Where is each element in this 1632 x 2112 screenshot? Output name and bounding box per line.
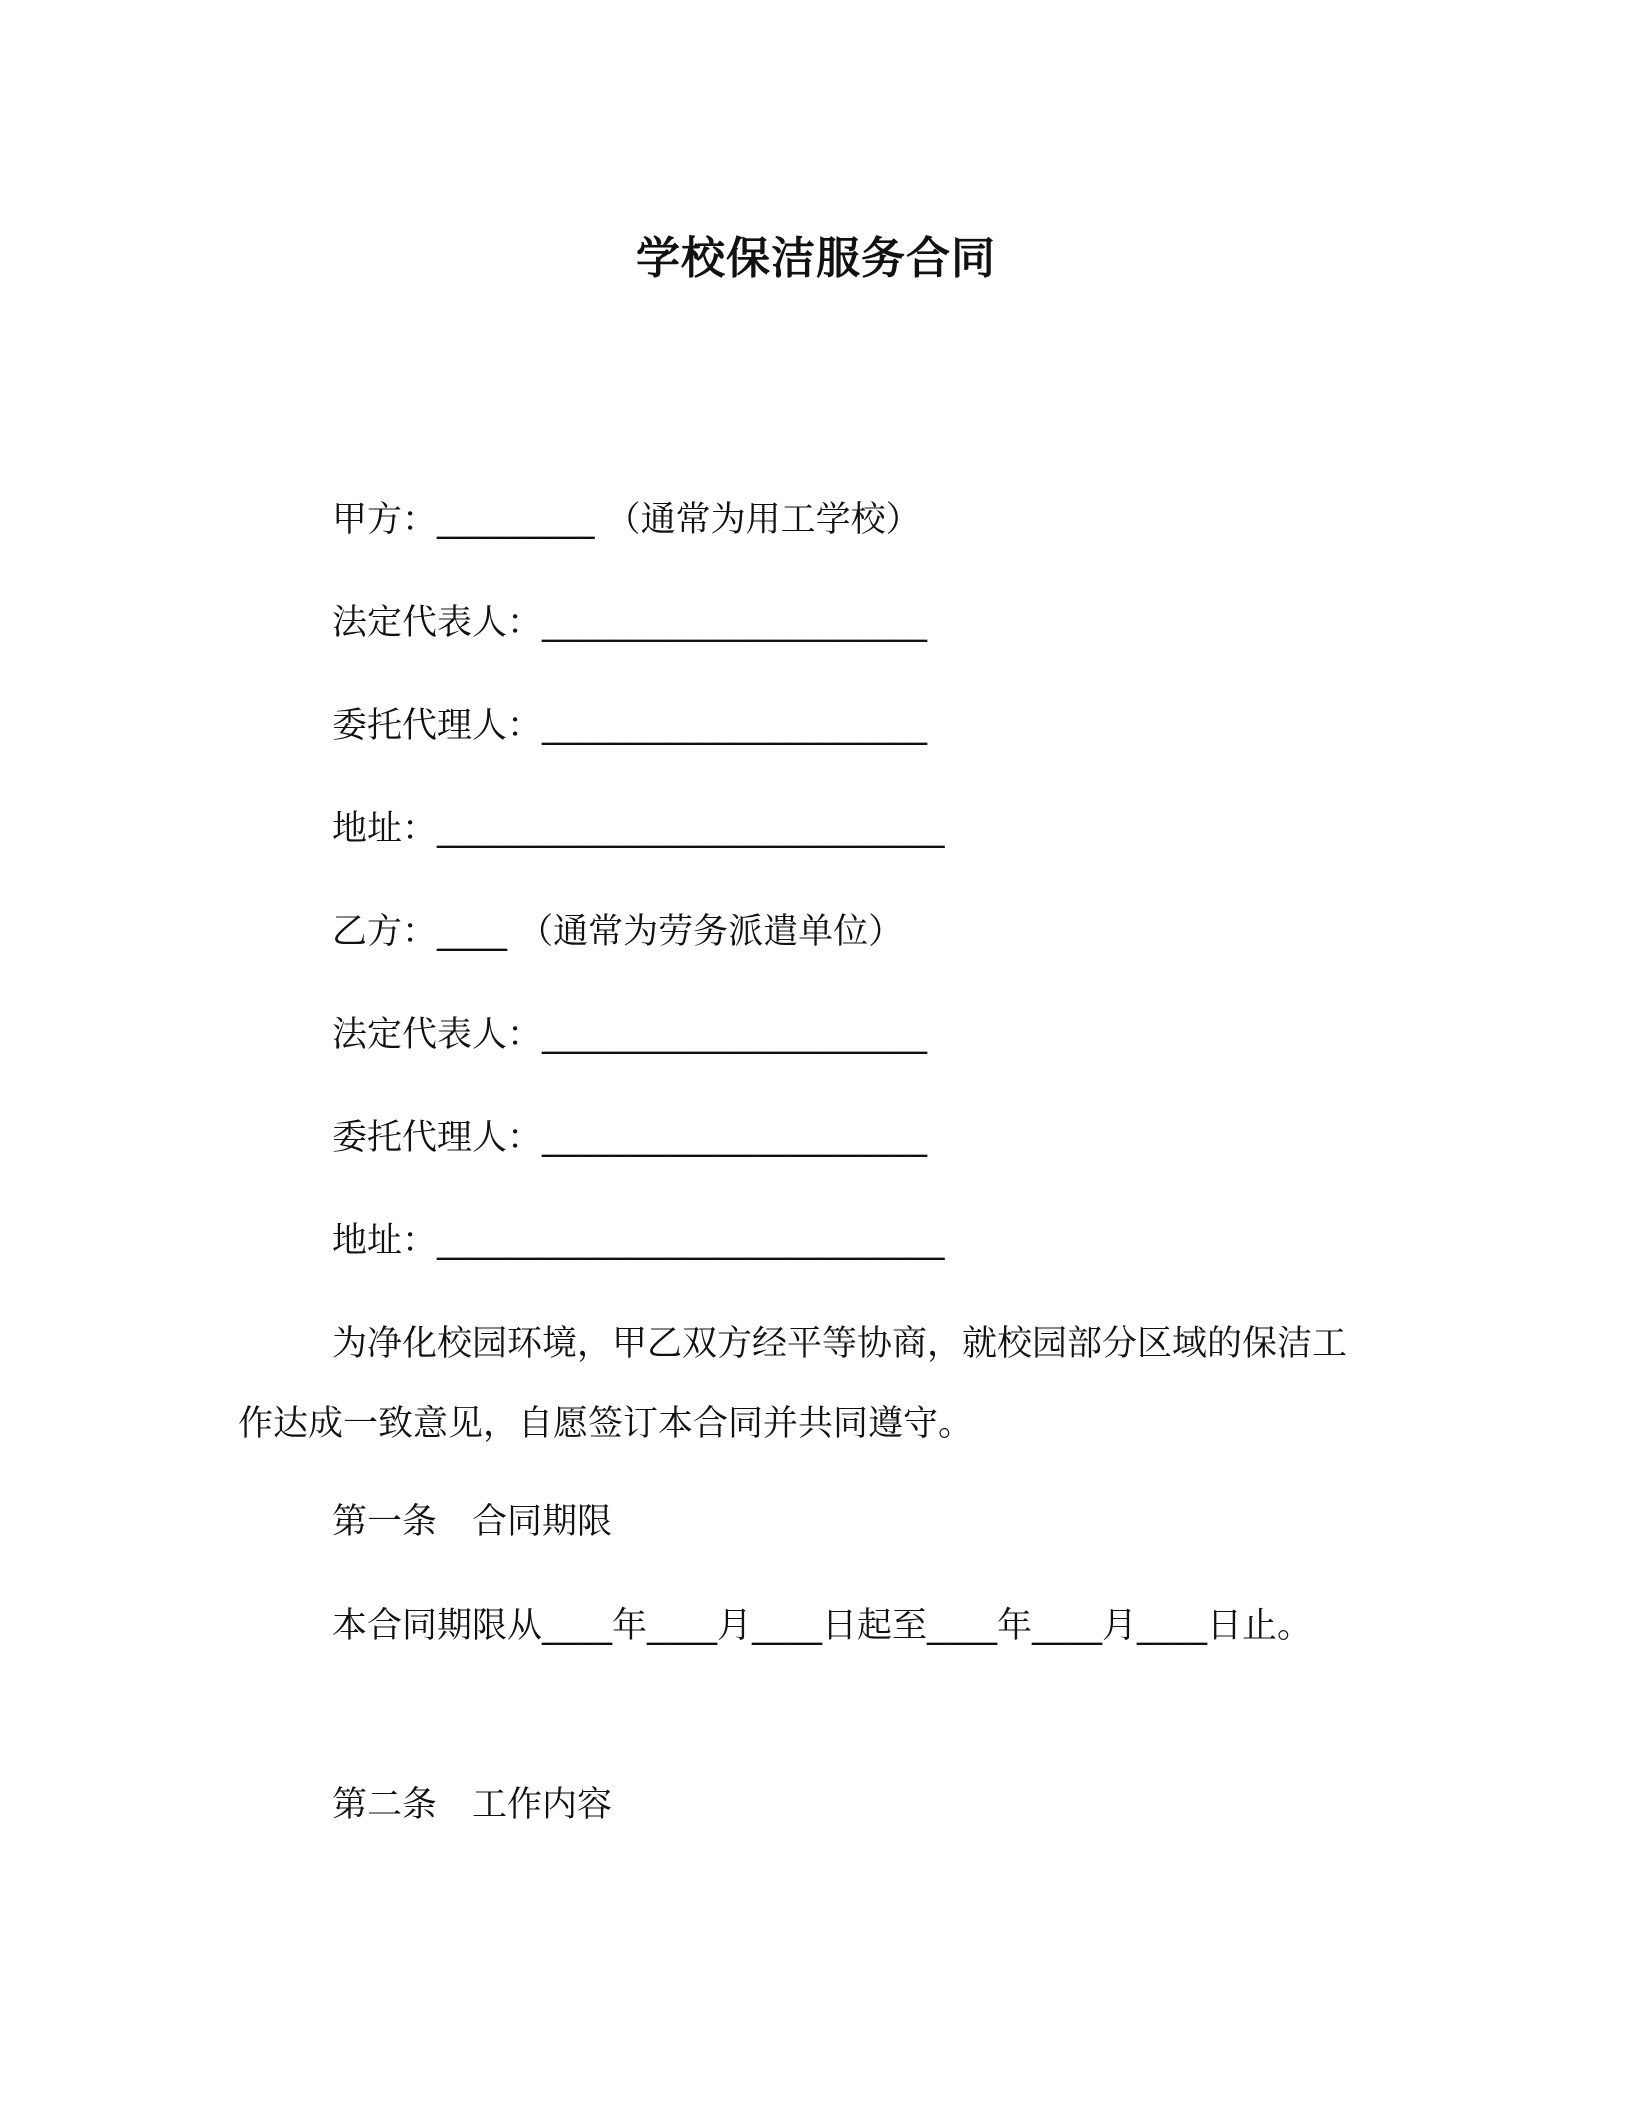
preamble-paragraph bbox=[238, 1304, 1373, 1464]
article-2-heading: 第二条 工作内容 bbox=[332, 1785, 613, 1825]
party-a-legal-rep: 法定代表人：______________________ bbox=[332, 603, 928, 643]
party-b-address: 地址：_____________________________ bbox=[332, 1221, 945, 1261]
party-a-agent: 委托代理人：______________________ bbox=[332, 706, 928, 746]
preamble-text: 为净化校园环境，甲乙双方经平等协商，就校园部分区域的保洁工作达成一致意见，自愿签订本合同并共同遵守。 bbox=[238, 1324, 1348, 1444]
party-a-line: 甲方：_________ （通常为用工学校） bbox=[332, 500, 921, 540]
party-b-legal-rep: 法定代表人：______________________ bbox=[332, 1015, 928, 1055]
article-1-body: 本合同期限从____年____月____日起至____年____月____日止。 bbox=[332, 1606, 1313, 1646]
article-1-heading: 第一条 合同期限 bbox=[332, 1502, 613, 1542]
article-1-paragraph bbox=[238, 1586, 1373, 1666]
party-a-address: 地址：_____________________________ bbox=[332, 809, 945, 849]
document-title: 学校保洁服务合同 bbox=[636, 233, 996, 284]
party-b-line: 乙方：____ （通常为劳务派遣单位） bbox=[332, 912, 904, 952]
party-b-agent: 委托代理人：______________________ bbox=[332, 1118, 928, 1158]
